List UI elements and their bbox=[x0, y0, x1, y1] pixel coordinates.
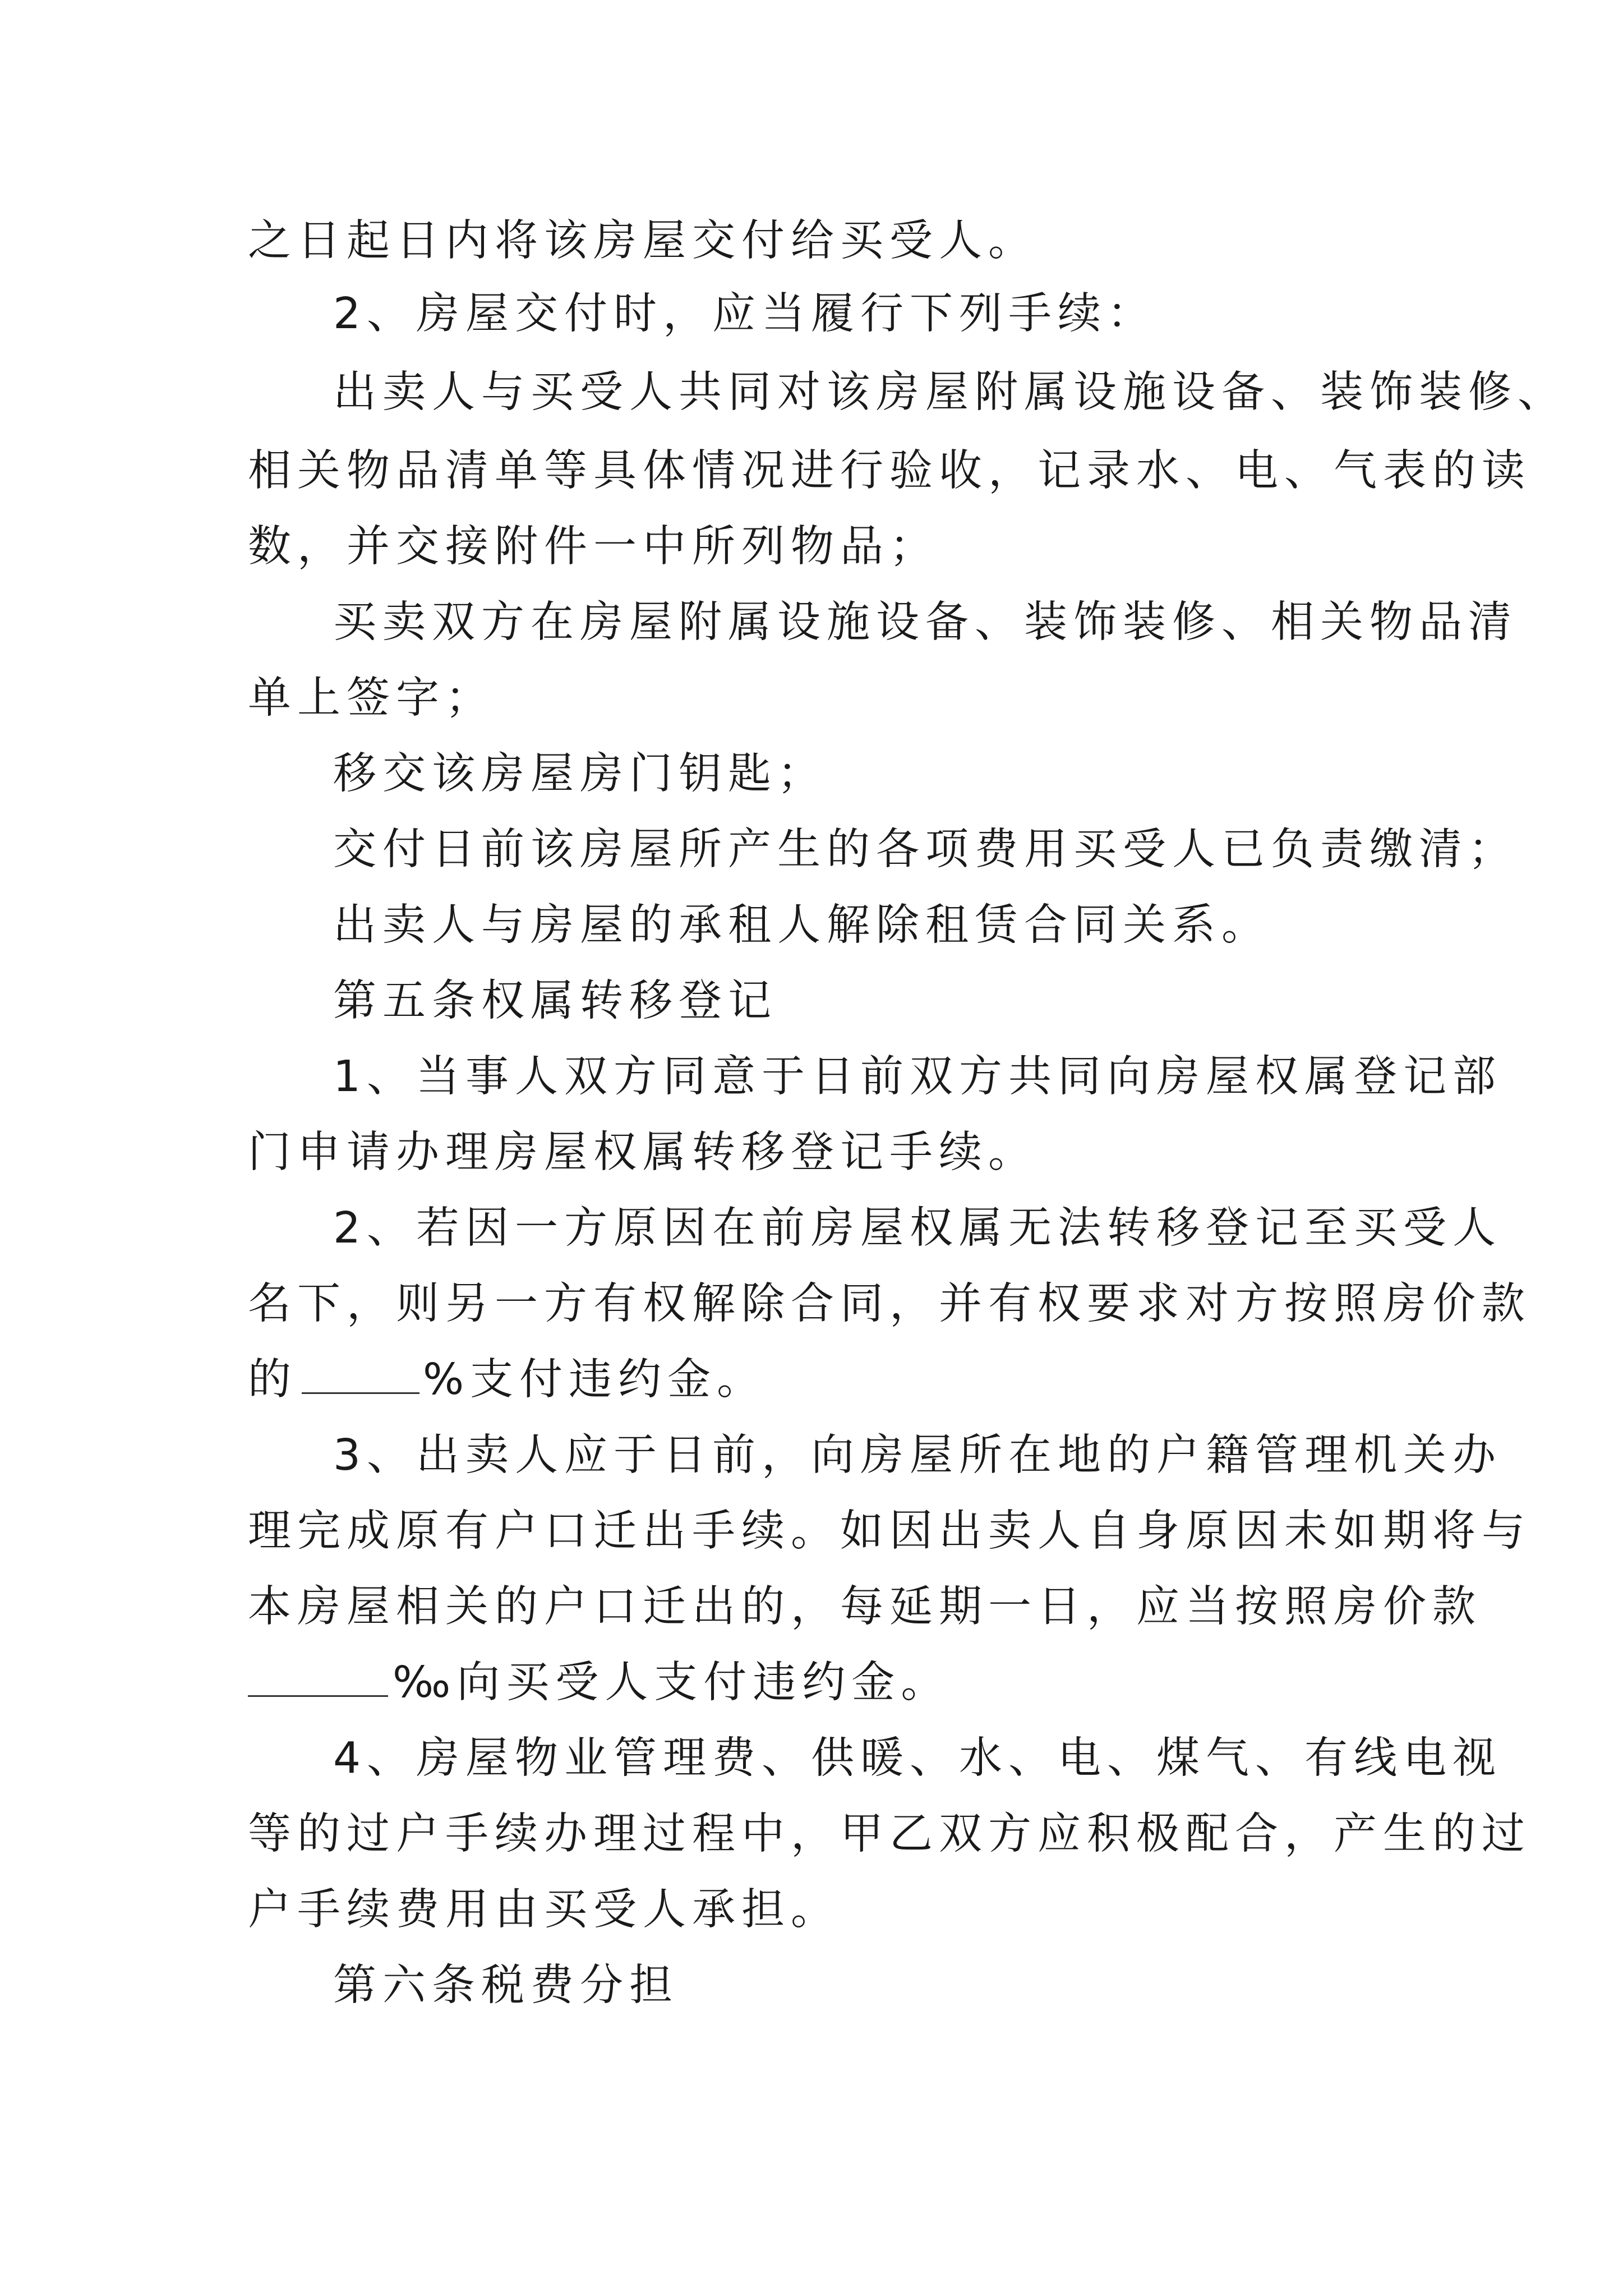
section-heading: 第五条权属转移登记 bbox=[333, 976, 777, 1026]
text-line bbox=[248, 1352, 766, 1408]
text-line: 相关物品清单等具体情况进行验收，记录水、电、气表的读 bbox=[248, 446, 1531, 496]
text-line: 理完成原有户口迁出手续。如因出卖人自身原因未如期将与 bbox=[248, 1506, 1531, 1556]
text-line: 出卖人与房屋的承租人解除租赁合同关系。 bbox=[333, 900, 1271, 950]
text-fragment: 的 bbox=[248, 1355, 297, 1405]
text-line: 数，并交接附件一中所列物品； bbox=[248, 522, 939, 572]
text-line: 移交该房屋房门钥匙； bbox=[333, 749, 827, 799]
fill-in-blank bbox=[248, 1660, 388, 1697]
text-line: 等的过户手续办理过程中，甲乙双方应积极配合，产生的过 bbox=[248, 1809, 1531, 1859]
text-line bbox=[248, 1655, 950, 1711]
text-line: 2、若因一方原因在前房屋权属无法转移登记至买受人 bbox=[333, 1203, 1502, 1253]
text-line: 门申请办理房屋权属转移登记手续。 bbox=[248, 1128, 1038, 1177]
text-line: 交付日前该房屋所产生的各项费用买受人已负责缴清； bbox=[333, 825, 1518, 875]
text-line: 之日起日内将该房屋交付给买受人。 bbox=[248, 216, 1038, 266]
text-line: 2、房屋交付时，应当履行下列手续： bbox=[333, 289, 1156, 339]
text-line: 出卖人与买受人共同对该房屋附属设施设备、装饰装修、 bbox=[333, 367, 1567, 417]
text-fragment: %支付违约金。 bbox=[423, 1355, 767, 1405]
text-line: 名下，则另一方有权解除合同，并有权要求对方按照房价款 bbox=[248, 1279, 1531, 1329]
section-heading: 第六条税费分担 bbox=[333, 1961, 679, 2010]
fill-in-blank bbox=[302, 1358, 419, 1394]
text-line: 单上签字； bbox=[248, 673, 495, 723]
text-line: 买卖双方在房屋附属设施设备、装饰装修、相关物品清 bbox=[333, 597, 1518, 647]
text-line: 本房屋相关的户口迁出的，每延期一日，应当按照房价款 bbox=[248, 1582, 1482, 1632]
text-line: 户手续费用由买受人承担。 bbox=[248, 1885, 840, 1935]
text-line: 4、房屋物业管理费、供暖、水、电、煤气、有线电视 bbox=[333, 1733, 1502, 1783]
text-line: 1、当事人双方同意于日前双方共同向房屋权属登记部 bbox=[333, 1052, 1502, 1102]
text-fragment: ‰向买受人支付违约金。 bbox=[393, 1658, 951, 1708]
text-line: 3、出卖人应于日前，向房屋所在地的户籍管理机关办 bbox=[333, 1430, 1502, 1480]
